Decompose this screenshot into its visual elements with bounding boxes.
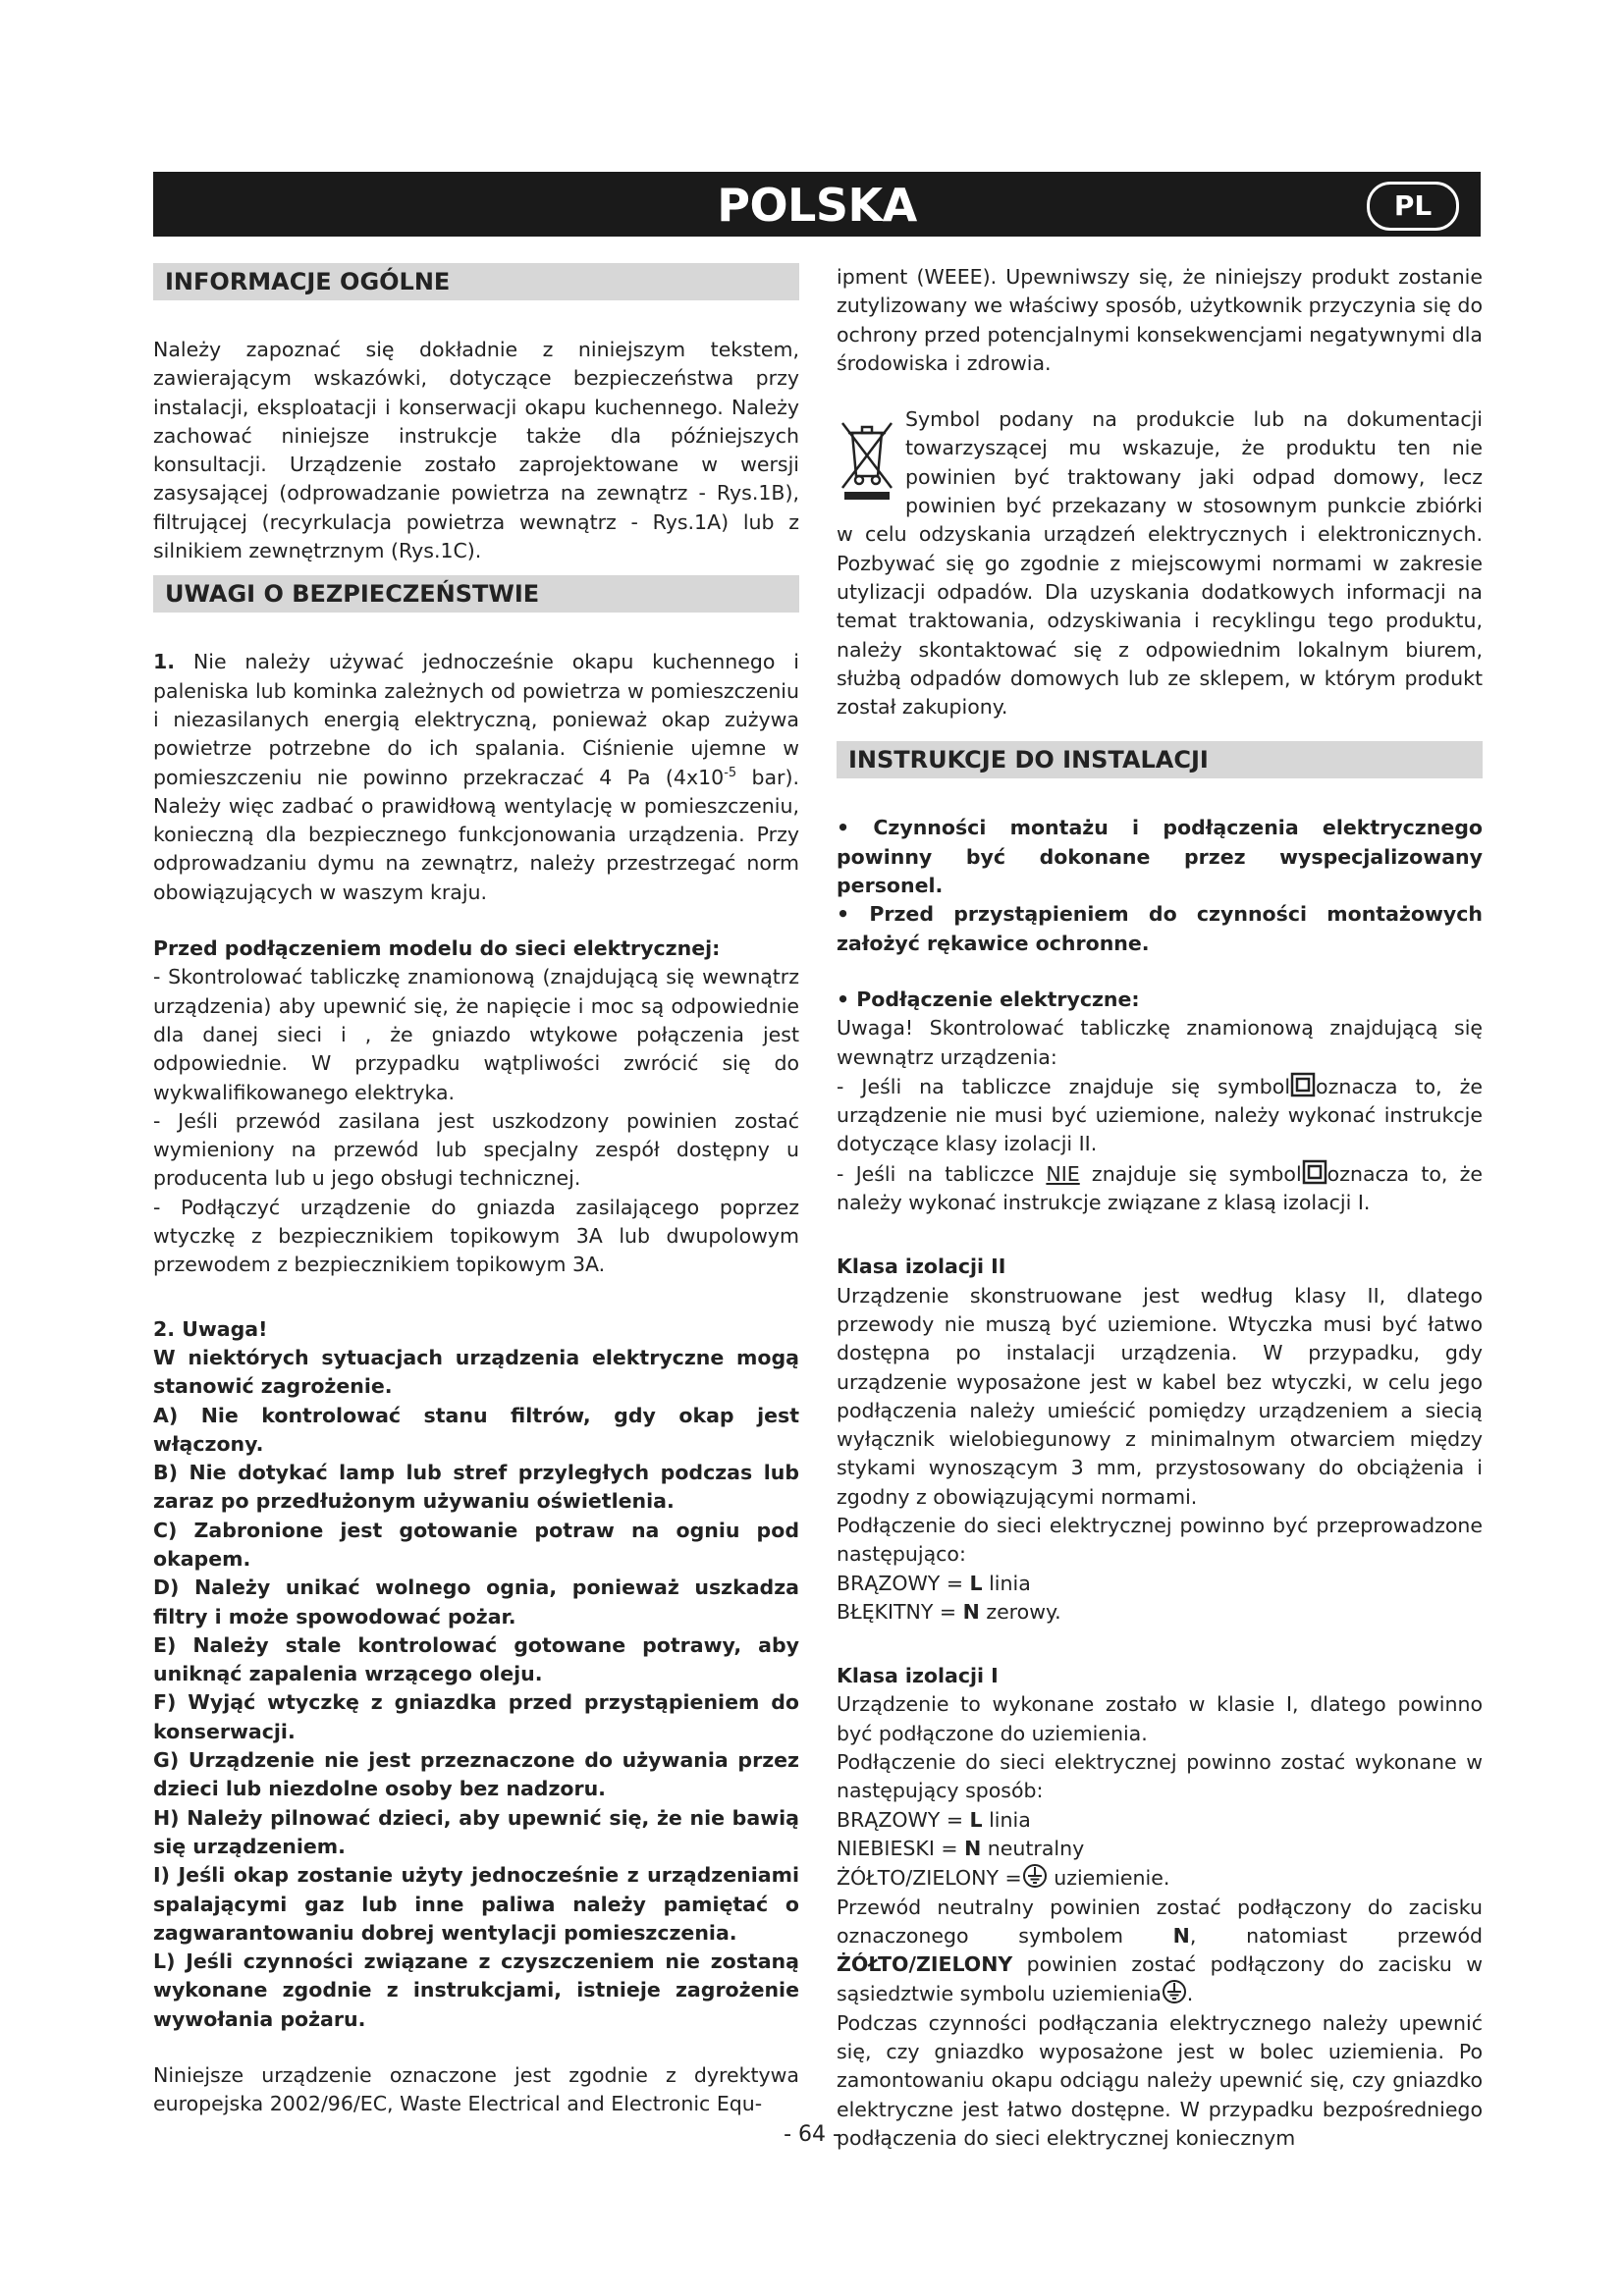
- install-bullet-3: • Podłączenie elektryczne:: [837, 987, 1140, 1011]
- class1-brown: [837, 1806, 1483, 1835]
- class1-blue: [837, 1835, 1483, 1863]
- crossed-bin-icon: [837, 411, 897, 502]
- safety-sup: -5: [724, 765, 737, 780]
- section-header-safety: UWAGI O BEZPIECZEŃSTWIE: [153, 575, 799, 613]
- before-connect-item-3: - Podłączyć urządzenie do gniazda zasilającego poprzez wtyczkę z bezpiecznikiem topikowym 3A lub dwupolowym przewodem z bezpiecznikiem topikowym 3A.: [153, 1195, 799, 1277]
- class2-connection: Podłączenie do sieci elektrycznej powinno być przeprowadzone następująco:: [837, 1513, 1483, 1567]
- class1-heading: Klasa izolacji I: [837, 1664, 999, 1688]
- class2-paragraph: Urządzenie skonstruowane jest według klasy II, dlatego przewody nie muszą być uziemione. Wtyczka musi być łatwo dostępna po instalacji urządzenia. W przypadku, gdy urządzenie wyposażone jest w kabel bez wtyczki, w celu jego podłączenia należy umieścić pomiędzy urządzeniem a siecią wyłącznik wielobiegunowy z minimalnym otwarciem między stykami wynoszącym 3 mm, przystosowany do obciążenia i zgodny z obowiązującymi normami.: [837, 1283, 1483, 1509]
- safety-text-b: bar). Należy więc zadbać o prawidłową wentylację w pomieszczeniu, konieczną dla bezpiecznego funkcjonowania urządzenia. Przy odprowadzaniu dymu na zewnątrz, należy przestrzegać norm obowiązujących w waszym kraju.: [153, 765, 799, 904]
- class2-symbol-tail: oznacza to, że urządzenie nie musi być uziemione, należy wykonać instrukcje dotyczące klasy izolacji II.: [837, 1074, 1483, 1156]
- warning-i: I) Jeśli okap zostanie użyty jednocześnie z urządzeniami spalającymi gaz lub inne paliwa należy pamiętać o zagwarantowaniu dobrej wentylacji pomieszczenia.: [153, 1863, 799, 1945]
- class1-brown-L: L: [969, 1807, 983, 1832]
- language-banner: [153, 172, 1481, 237]
- class1-nie: NIE: [1046, 1161, 1080, 1186]
- warning-d: D) Należy unikać wolnego ognia, ponieważ uszkadza filtry i może spowodować pożar.: [153, 1575, 799, 1629]
- warning-c: C) Zabronione jest gotowanie potraw na ogniu pod okapem.: [153, 1518, 799, 1571]
- class1-blue-label: NIEBIESKI =: [837, 1836, 965, 1860]
- section-header-install: INSTRUKCJE DO INSTALACJI: [837, 741, 1483, 778]
- class1-symbol-tail: oznacza to, że należy wykonać instrukcje związane z klasą izolacji I.: [837, 1161, 1483, 1215]
- ground-icon: [1022, 1863, 1048, 1889]
- class1-yg-label: ŻÓŁTO/ZIELONY =: [837, 1866, 1022, 1891]
- banner-title: POLSKA: [717, 179, 917, 232]
- class1-blue-desc: neutralny: [981, 1836, 1085, 1860]
- safety-number: 1.: [153, 650, 176, 674]
- class1-symbol-text: [837, 1159, 1483, 1218]
- warning-g: G) Urządzenie nie jest przeznaczone do używania przez dzieci lub niezdolne osoby bez nadzoru.: [153, 1748, 799, 1801]
- check-plate-text: Uwaga! Skontrolować tabliczkę znamionową znajdującą się wewnątrz urządzenia:: [837, 1016, 1483, 1069]
- class2-blue-N: N: [962, 1599, 980, 1624]
- class1-yellow-green: [837, 1863, 1483, 1893]
- neutral-text-b: , natomiast przewód: [1189, 1923, 1483, 1948]
- class1-yg-desc: uziemienie.: [1047, 1866, 1170, 1891]
- ground-icon-2: [1162, 1979, 1187, 2004]
- class2-brown-L: L: [969, 1571, 983, 1595]
- neutral-text-c: powinien zostać podłączony do zacisku w sąsiedztwie symbolu uziemienia: [837, 1952, 1483, 2006]
- class1-brown-desc: linia: [982, 1807, 1031, 1832]
- class2-blue: [837, 1598, 1483, 1627]
- neutral-yg: ŻÓŁTO/ZIELONY: [837, 1952, 1013, 1977]
- weee-paragraph: Niniejsze urządzenie oznaczone jest zgodnie z dyrektywa europejska 2002/96/EC, Waste Electrical and Electronic Equ-: [153, 2063, 799, 2116]
- right-column: [837, 263, 1483, 2153]
- section-header-general: INFORMACJE OGÓLNE: [153, 263, 799, 300]
- neutral-N: N: [1172, 1923, 1190, 1948]
- weee-continuation: ipment (WEEE). Upewniwszy się, że niniejszy produkt zostanie zutylizowany we właściwy sposób, użytkownik przyczynia się do ochrony przed potencjalnymi konsekwencjami negatywnymi dla środowiska i zdrowia.: [837, 265, 1483, 375]
- class1-paragraph: Urządzenie to wykonane zostało w klasie I, dlatego powinno być podłączone do uziemienia.: [837, 1692, 1483, 1745]
- class2-blue-desc: zerowy.: [979, 1599, 1061, 1624]
- safety-paragraph-1: [153, 648, 799, 907]
- class2-brown-desc: linia: [982, 1571, 1031, 1595]
- warning-f: F) Wyjąć wtyczkę z gniazdka przed przystąpieniem do konserwacji.: [153, 1690, 799, 1743]
- warning-a: A) Nie kontrolować stanu filtrów, gdy okap jest włączony.: [153, 1403, 799, 1456]
- warning-h: H) Należy pilnować dzieci, aby upewnić się, że nie bawią się urządzeniem.: [153, 1805, 799, 1858]
- neutral-text-a: Przewód neutralny powinien zostać podłączony do zacisku oznaczonego symbolem: [837, 1895, 1483, 1948]
- class2-brown: [837, 1570, 1483, 1598]
- install-bullet-2: • Przed przystąpieniem do czynności montażowych założyć rękawice ochronne.: [837, 902, 1483, 955]
- disposal-paragraph: [837, 405, 1483, 721]
- class2-symbol-text: [837, 1072, 1483, 1159]
- install-bullet-1: • Czynności montażu i podłączenia elektrycznego powinny być dokonane przez wyspecjalizowany personel.: [837, 816, 1483, 898]
- class2-symbol-lead: - Jeśli na tabliczce znajduje się symbol: [837, 1074, 1291, 1098]
- double-insulation-icon: [1290, 1072, 1316, 1097]
- class2-heading: Klasa izolacji II: [837, 1255, 1006, 1279]
- disposal-text: Symbol podany na produkcie lub na dokumentacji towarzyszącej mu wskazuje, że produktu ten nie powinien być traktowany jaki odpad domowy, lecz powinien być przekazany w stosownym punkcie zbiórki w celu odzyskania urządzeń elektrycznych i elektronicznych. Pozbywać się go zgodnie z miejscowymi normami w zakresie utylizacji odpadów. Dla uzyskania dodatkowych informacji na temat traktowania, odzyskiwania i recyklingu tego produktu, należy skontaktować się z odpowiednim lokalnym biurem, służbą odpadów domowych lub ze sklepem, w którym produkt został zakupiony.: [837, 407, 1483, 720]
- double-insulation-icon-2: [1302, 1159, 1327, 1185]
- before-connect-heading: Przed podłączeniem modelu do sieci elektrycznej:: [153, 936, 721, 961]
- final-paragraph: Podczas czynności podłączania elektrycznego należy upewnić się, czy gniazdko wyposażone jest w bolec uziemienia. Po zamontowaniu okapu odciągu należy upewnić się, czy gniazdko elektryczne jest łatwo dostępne. W przypadku bezpośredniego podłączenia do sieci elektrycznej koniecznym: [837, 2010, 1483, 2150]
- warning-intro: W niektórych sytuacjach urządzenia elektryczne mogą stanowić zagrożenie.: [153, 1345, 799, 1399]
- class1-symbol-mid: znajduje się symbol: [1079, 1161, 1302, 1186]
- warning-l: L) Jeśli czynności związane z czyszczeniem nie zostaną wykonane zgodnie z instrukcjami, istnieje zagrożenie wywołania pożaru.: [153, 1949, 799, 2031]
- neutral-paragraph: [837, 1894, 1483, 2009]
- left-column: [153, 263, 799, 2119]
- before-connect-item-2: - Jeśli przewód zasilana jest uszkodzony powinien zostać wymieniony na przewód lub specjalny zespół dostępny u producenta lub u jego obsługi technicznej.: [153, 1108, 799, 1191]
- class2-brown-label: BRĄZOWY =: [837, 1571, 970, 1595]
- general-paragraph: Należy zapoznać się dokładnie z niniejszym tekstem, zawierającym wskazówki, dotyczące bezpieczeństwa przy instalacji, eksploatacji i konserwacji okapu kuchennego. Należy zachować niniejsze instrukcje także dla późniejszych konsultacji. Urządzenie zostało zaprojektowane w wersji zasysającej (odprowadzanie powietrza na zewnątrz - Rys.1B), filtrującej (recyrkulacja powietrza wewnątrz - Rys.1A) lub z silnikiem zewnętrznym (Rys.1C).: [153, 338, 799, 563]
- class1-brown-label: BRĄZOWY =: [837, 1807, 970, 1832]
- class2-blue-label: BŁĘKITNY =: [837, 1599, 963, 1624]
- warning-b: B) Nie dotykać lamp lub stref przyległych podczas lub zaraz po przedłużonym używaniu oświetlenia.: [153, 1461, 799, 1514]
- language-badge: PL: [1367, 182, 1459, 231]
- safety-text-a: Nie należy używać jednocześnie okapu kuchennego i paleniska lub kominka zależnych od powietrza w pomieszczeniu i niezasilanych energią elektryczną, ponieważ okap zużywa powietrze potrzebne do ich spalania. Ciśnienie ujemne w pomieszczeniu nie powinno przekraczać 4 Pa (4x10: [153, 650, 799, 789]
- warning-title: 2. Uwaga!: [153, 1316, 268, 1341]
- page-number: - 64 -: [784, 2122, 840, 2147]
- class1-blue-N: N: [964, 1836, 982, 1860]
- warning-e: E) Należy stale kontrolować gotowane potrawy, aby uniknąć zapalenia wrzącego oleju.: [153, 1632, 799, 1686]
- before-connect-item-1: - Skontrolować tabliczkę znamionową (znajdującą się wewnątrz urządzenia) aby upewnić się, że napięcie i moc są odpowiednie dla danej sieci i , że gniazdo wtykowe połączenia jest odpowiednie. W przypadku wątpliwości zwrócić się do wykwalifikowanego elektryka.: [153, 965, 799, 1104]
- class1-symbol-lead: - Jeśli na tabliczce: [837, 1161, 1047, 1186]
- neutral-text-d: .: [1186, 1982, 1194, 2006]
- class1-connection: Podłączenie do sieci elektrycznej powinno zostać wykonane w następujący sposób:: [837, 1750, 1483, 1803]
